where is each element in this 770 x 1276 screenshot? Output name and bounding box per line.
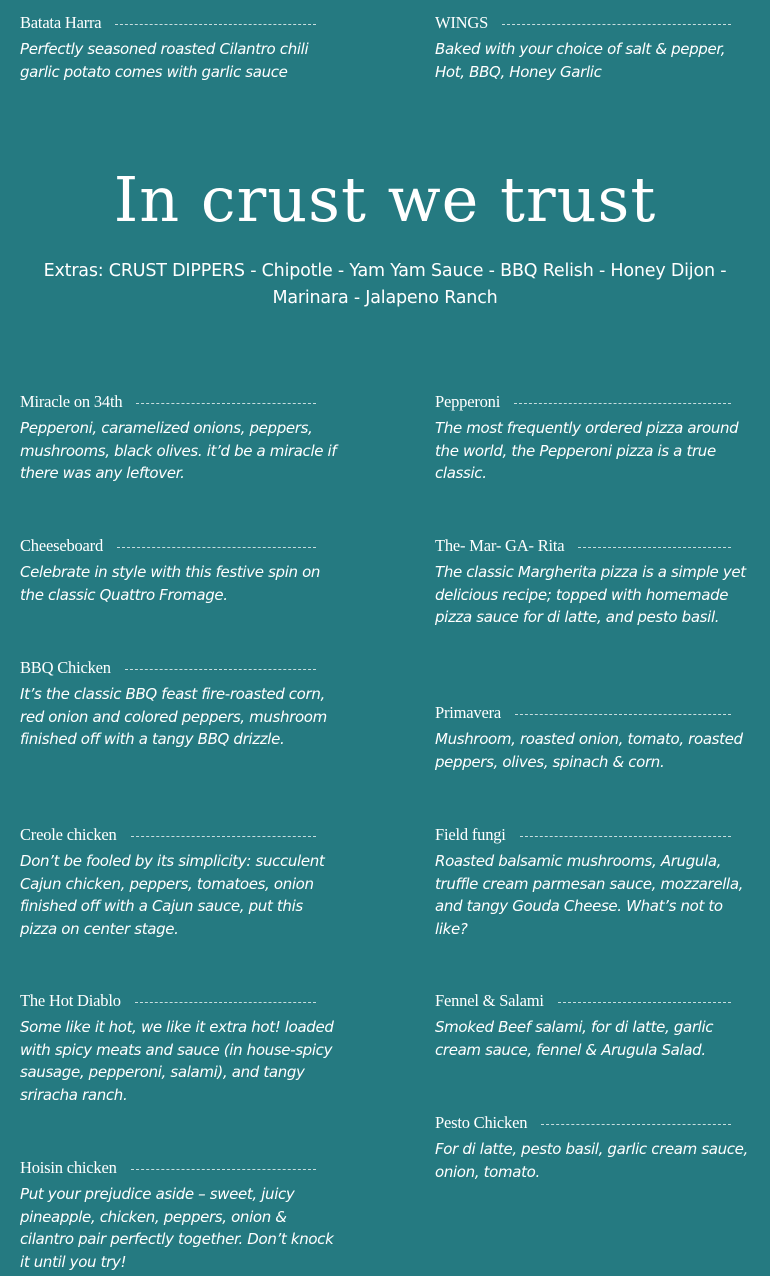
menu-item-the-hot-diablo [20,990,334,1106]
extras-text: Extras: CRUST DIPPERS - Chipotle - Yam Yam Sauce - BBQ Relish - Honey Dijon - Marinara - Jalapeno Ranch [43,261,727,308]
menu-item-cheeseboard [20,535,321,606]
dotted-leader [558,1002,731,1003]
menu-item-name: Primavera [435,703,502,722]
menu-item-description: Roasted balsamic mushrooms, Arugula, truffle cream parmesan sauce, mozzarella, and tangy Gouda Cheese. What’s not to like? [435,852,744,938]
menu-item-name: BBQ Chicken [20,658,111,677]
dotted-leader [135,1002,316,1003]
menu-item-creole-chicken [20,824,325,940]
dotted-leader [125,669,316,670]
menu-item-description: Mushroom, roasted onion, tomato, roasted peppers, olives, spinach & corn. [435,730,743,771]
menu-item-bbq-chicken [20,657,327,751]
menu-item-name: The- Mar- GA- Rita [435,536,565,555]
dotted-leader [131,1169,316,1170]
menu-item-description: Smoked Beef salami, for di latte, garlic cream sauce, fennel & Arugula Salad. [435,1018,714,1059]
menu-item-name: Cheeseboard [20,536,104,555]
menu-item-fennel-and-salami [435,990,731,1061]
dotted-leader [520,836,731,837]
menu-item-primavera [435,702,743,773]
menu-item-name: Hoisin chicken [20,1158,117,1177]
menu-item-description: The classic Margherita pizza is a simple yet delicious recipe; topped with homemade pizza sauce for di latte, and pesto basil. [435,563,746,627]
section-title: In crust we trust [113,163,657,236]
dotted-leader [515,714,731,715]
dotted-leader [117,547,316,548]
menu-item-description: The most frequently ordered pizza around the world, the Pepperoni pizza is a true classic. [435,419,739,483]
menu-item-name: Pepperoni [435,392,501,411]
menu-item-pepperoni [435,391,739,485]
menu-item-name: The Hot Diablo [20,991,121,1010]
menu-item-description: For di latte, pesto basil, garlic cream sauce, onion, tomato. [435,1140,748,1181]
menu-item-name: WINGS [435,13,489,32]
dotted-leader [131,836,316,837]
menu-item-the-mar-ga-rita [435,535,746,629]
menu-item-description: Pepperoni, caramelized onions, peppers, mushrooms, black olives. it’d be a miracle if there was any leftover. [20,419,337,483]
menu-item-description: It’s the classic BBQ feast fire-roasted corn, red onion and colored peppers, mushroom finished off with a tangy BBQ drizzle. [20,685,327,749]
menu-item-hoisin-chicken [20,1157,334,1273]
dotted-leader [115,24,316,25]
dotted-leader [578,547,731,548]
menu-item-name: Creole chicken [20,825,117,844]
menu-item-pesto-chicken [435,1112,748,1183]
menu-item-name: Pesto Chicken [435,1113,528,1132]
menu-item-miracle-on-34th [20,391,337,485]
dotted-leader [514,403,731,404]
dotted-leader [136,403,316,404]
menu-item-name: Miracle on 34th [20,392,123,411]
menu-item-description: Don’t be fooled by its simplicity: succulent Cajun chicken, peppers, tomatoes, onion finished off with a Cajun sauce, put this pizza on center stage. [20,852,325,938]
menu-item-description: Some like it hot, we like it extra hot! loaded with spicy meats and sauce (in house-spicy sausage, pepperoni, salami), and tangy sriracha ranch. [20,1018,334,1104]
menu-item-wings [435,12,731,83]
dotted-leader [541,1124,731,1125]
menu-item-description: Perfectly seasoned roasted Cilantro chili garlic potato comes with garlic sauce [20,40,309,81]
menu-item-description: Celebrate in style with this festive spin on the classic Quattro Fromage. [20,563,321,604]
menu-item-name: Batata Harra [20,13,102,32]
menu-item-batata-harra [20,12,316,83]
dotted-leader [502,24,731,25]
menu-item-name: Fennel & Salami [435,991,544,1010]
menu-item-description: Baked with your choice of salt & pepper, Hot, BBQ, Honey Garlic [435,40,726,81]
menu-item-description: Put your prejudice aside – sweet, juicy pineapple, chicken, peppers, onion & cilantro pair perfectly together. Don’t knock it until you try! [20,1185,334,1271]
menu-item-field-fungi [435,824,744,940]
menu-item-name: Field fungi [435,825,506,844]
